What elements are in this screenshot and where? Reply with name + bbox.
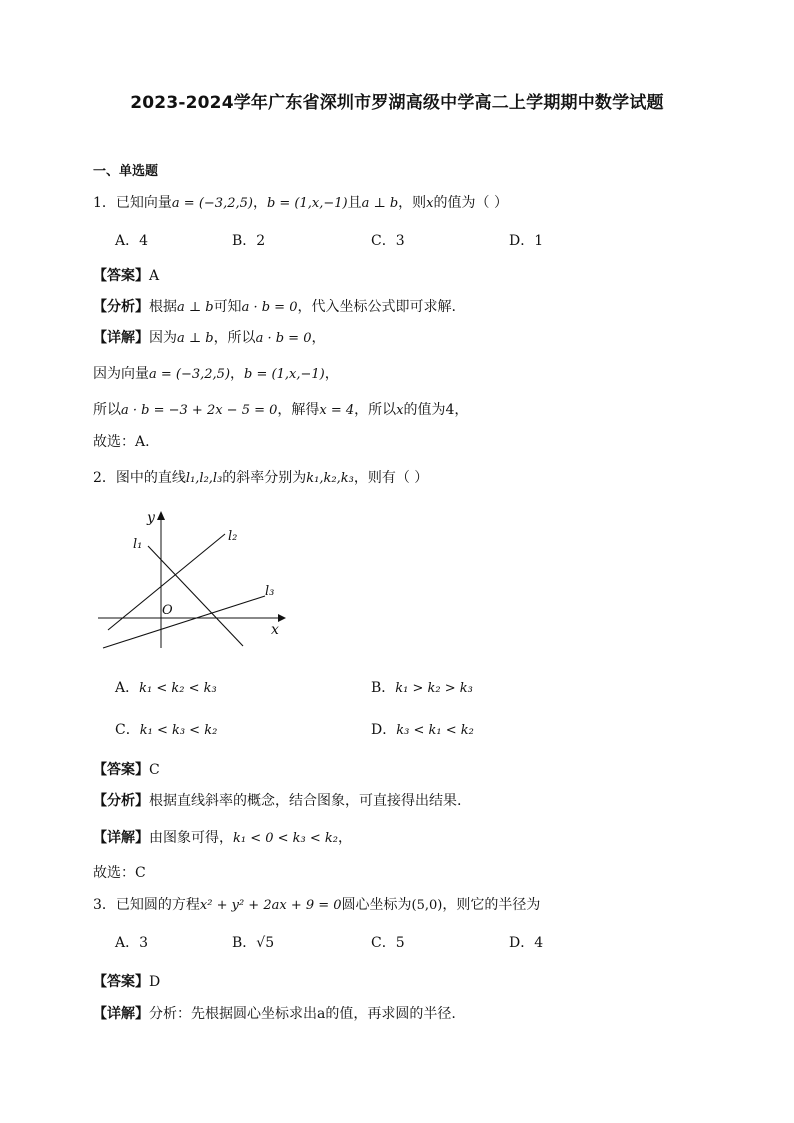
q1-option-b: B．2 [232, 233, 266, 249]
q1-detail-text: ，所以 [354, 402, 397, 418]
l2-label: l₂ [228, 529, 238, 544]
q2-detail-text: 由图象可得， [149, 830, 233, 846]
detail-tag: 【详解】 [93, 1006, 149, 1022]
answer-tag: 【答案】 [93, 974, 149, 990]
x-axis-label: x [271, 622, 279, 638]
q1-sep: ， [252, 195, 267, 211]
q1-analysis-text: 根据 [149, 299, 177, 315]
q2-stem-text: 2．图中的直线 [93, 470, 186, 486]
option-letter: C． [115, 722, 140, 738]
q1-detail-text: ，所以 [213, 330, 256, 346]
q3-stem [93, 895, 540, 916]
origin-label: O [162, 603, 173, 618]
y-axis-arrow [157, 511, 165, 520]
q1-option-a: A．4 [115, 233, 149, 249]
option-math: k₃ < k₁ < k₂ [396, 723, 474, 738]
q1-detail-text: 的值为4， [403, 402, 469, 418]
q1-detail [93, 328, 325, 349]
q1-answer [93, 266, 159, 286]
analysis-tag: 【分析】 [93, 793, 149, 809]
q1-mid: 且 [347, 195, 362, 211]
q1-vector-a: a = (−3,2,5) [171, 196, 253, 211]
q1-detail-text: ， [311, 330, 326, 346]
q2-choose: 故选：C [93, 865, 146, 881]
analysis-tag: 【分析】 [93, 299, 149, 315]
q2-answer-value: C [149, 762, 160, 778]
q3-detail-text: 分析：先根据圆心坐标求出a的值，再求圆的半径. [149, 1006, 456, 1022]
q1-perp: a ⊥ b [361, 196, 399, 211]
q2-stem [93, 468, 428, 489]
q2-answer [93, 760, 160, 780]
q3-stem-text: 3．已知圆的方程 [93, 897, 200, 913]
q1-analysis-math: a · b = 0 [241, 300, 298, 315]
q3-option-b: B．√5 [232, 935, 275, 951]
option-letter: B． [371, 680, 396, 696]
q3-stem-math: x² + y² + 2ax + 9 = 0 [199, 898, 342, 913]
q1-detail-text: ， [230, 366, 245, 382]
q2-option-c [115, 720, 217, 741]
q1-detail-math: b = (1,x,−1) [244, 367, 325, 382]
q1-answer-value: A [149, 268, 160, 284]
q1-detail-text: 所以 [93, 402, 121, 418]
q3-option-a: A．3 [115, 935, 149, 951]
q2-option-a [115, 678, 217, 699]
l3-label: l₃ [265, 584, 275, 599]
q1-choose: 故选：A. [93, 434, 150, 450]
q1-detail-text: 因为向量 [93, 366, 149, 382]
q3-stem-text: ，则它的半径为 [442, 897, 541, 913]
q1-detail-text: 因为 [149, 330, 177, 346]
q1-detail-text: ， [324, 366, 339, 382]
q1-detail-math: a ⊥ b [177, 331, 214, 346]
option-letter: D． [371, 722, 397, 738]
q1-detail-math: x = 4 [319, 403, 355, 418]
detail-tag: 【详解】 [93, 830, 149, 846]
q1-option-c: C．3 [371, 233, 405, 249]
q3-answer-value: D [149, 974, 161, 990]
q2-analysis [93, 791, 461, 811]
slope-graph [93, 508, 293, 660]
l1-label: l₁ [133, 537, 143, 552]
q1-vector-b: b = (1,x,−1) [266, 196, 348, 211]
q3-answer [93, 972, 160, 992]
q3-stem-math: (5,0) [411, 898, 443, 913]
page-title: 2023-2024学年广东省深圳市罗湖高级中学高二上学期期中数学试题 [130, 93, 664, 113]
q3-option-c: C．5 [371, 935, 405, 951]
q1-end-b: 的值为（ ） [433, 195, 508, 211]
q1-detail-line3 [93, 400, 468, 421]
line-l3 [103, 596, 265, 648]
q1-detail-line2 [93, 364, 339, 385]
q1-end: ，则 [398, 195, 427, 211]
option-math: k₁ < k₂ < k₃ [139, 681, 217, 696]
q2-detail [93, 828, 352, 849]
q1-detail-math: a · b = 0 [255, 331, 312, 346]
q1-detail-math: x [396, 403, 404, 418]
q1-analysis [93, 297, 456, 318]
q2-option-b [371, 678, 473, 699]
q2-stem-math: k₁,k₂,k₃ [306, 471, 354, 486]
q1-analysis-text: ，代入坐标公式即可求解. [297, 299, 456, 315]
option-math: k₁ < k₃ < k₂ [139, 723, 218, 738]
q3-option-d: D．4 [509, 935, 544, 951]
q2-stem-text: ，则有（ ） [353, 470, 429, 486]
option-letter: A． [115, 680, 140, 696]
q1-analysis-math: a ⊥ b [177, 300, 214, 315]
q1-stem-text: 1．已知向量 [93, 195, 172, 211]
q2-stem-text: 的斜率分别为 [222, 470, 307, 486]
q3-stem-text: 圆心坐标为 [341, 897, 412, 913]
answer-tag: 【答案】 [93, 268, 149, 284]
answer-tag: 【答案】 [93, 762, 149, 778]
q2-detail-math: k₁ < 0 < k₃ < k₂ [233, 831, 339, 846]
line-l1 [148, 546, 243, 646]
y-axis-label: y [147, 510, 155, 526]
q1-detail-math: a · b = −3 + 2x − 5 = 0 [121, 403, 278, 418]
x-axis-arrow [278, 614, 286, 622]
q1-detail-math: a = (−3,2,5) [149, 367, 231, 382]
q2-option-d [371, 720, 474, 741]
q1-option-d: D．1 [509, 233, 544, 249]
q1-detail-text: ，解得 [277, 402, 320, 418]
q3-detail [93, 1004, 456, 1024]
q1-analysis-text: 可知 [213, 299, 242, 315]
q2-detail-text: ， [338, 830, 353, 846]
q1-stem [93, 193, 508, 214]
option-math: k₁ > k₂ > k₃ [395, 681, 473, 696]
q2-analysis-text: 根据直线斜率的概念，结合图象，可直接得出结果. [149, 793, 462, 809]
section-heading: 一、单选题 [93, 164, 159, 179]
detail-tag: 【详解】 [93, 330, 149, 346]
q1-var: x [426, 196, 434, 211]
q2-stem-math: l₁,l₂,l₃ [185, 471, 223, 486]
